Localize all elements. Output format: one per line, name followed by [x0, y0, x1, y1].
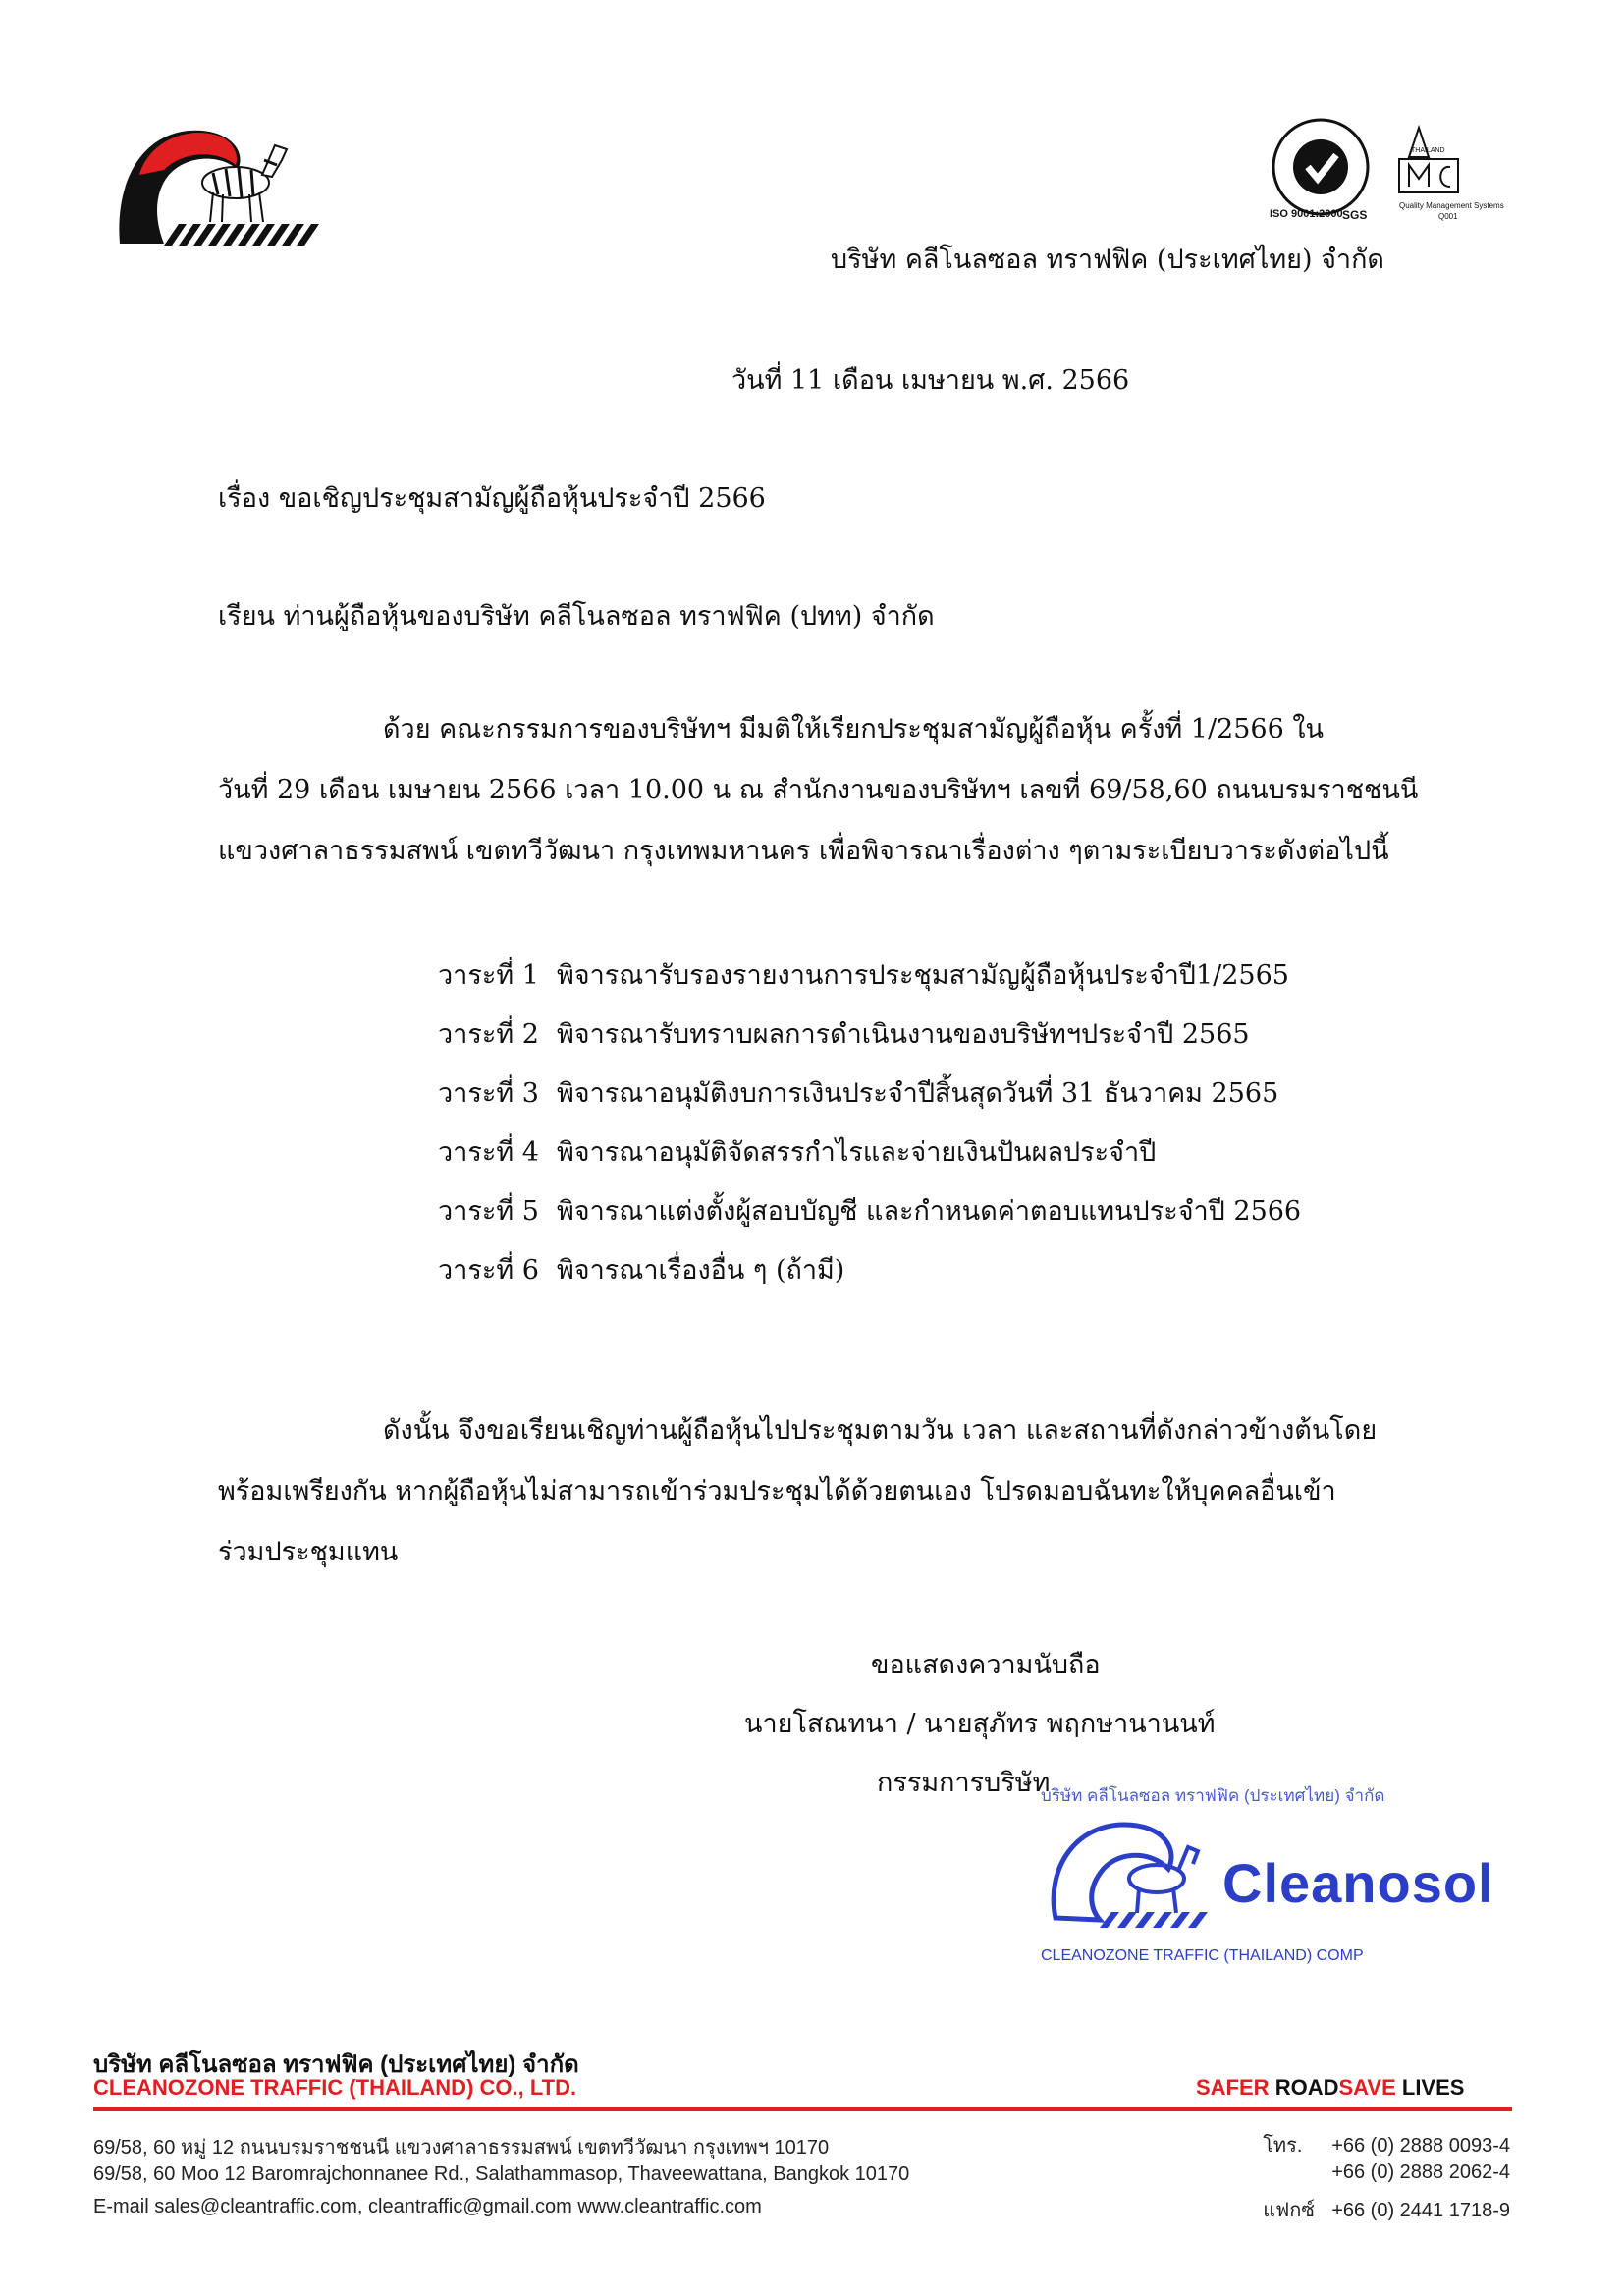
agenda-text: พิจารณาอนุมัติงบการเงินประจำปีสิ้นสุดวันที่ 31 ธันวาคม 2565	[557, 1078, 1279, 1109]
letter-recipient: เรียน ท่านผู้ถือหุ้นของบริษัท คลีโนลซอล ทราฟฟิค (ปทท) จำกัด	[218, 601, 935, 631]
tel-number: +66 (0) 2888 0093-4	[1331, 2135, 1510, 2157]
agenda-text: พิจารณาอนุมัติจัดสรรกำไรและจ่ายเงินปันผลประจำปี	[557, 1137, 1157, 1168]
tel-label: โทร.	[1263, 2135, 1303, 2157]
cert-note: Quality Management Systems	[1399, 201, 1504, 210]
agenda-item	[438, 947, 1301, 1006]
body-line: ด้วย คณะกรรมการของบริษัทฯ มีมติให้เรียกประชุมสามัญผู้ถือหุ้น ครั้งที่ 1/2566 ใน	[383, 714, 1324, 744]
stamp-seal-icon	[1041, 1810, 1237, 1938]
tel-number: +66 (0) 2888 2062-4	[1331, 2161, 1510, 2183]
cert-code: Q001	[1438, 212, 1458, 221]
body-line: แขวงศาลาธรรมสพน์ เขตทวีวัฒนา กรุงเทพมหานคร เพื่อพิจารณาเรื่องต่าง ๆตามระเบียบวาระดังต่อไปนี้	[218, 836, 1389, 866]
letter-date: วันที่ 11 เดือน เมษายน พ.ศ. 2566	[731, 365, 1130, 396]
footer-company-th: บริษัท คลีโนลซอล ทราฟฟิค (ประเทศไทย) จำกัด	[93, 2051, 579, 2078]
agenda-list	[438, 947, 1301, 1300]
sgs-label: SGS	[1342, 208, 1368, 222]
company-logo	[110, 116, 336, 263]
agenda-text: พิจารณารับทราบผลการดำเนินงานของบริษัทฯประจำปี 2565	[557, 1019, 1250, 1050]
slogan-word: ROAD	[1274, 2075, 1339, 2100]
certification-marks	[1262, 108, 1527, 231]
footer-tel-1	[1206, 2129, 1510, 2160]
signer-role: กรรมการบริษัท	[877, 1768, 1051, 1798]
footer-slogan	[1196, 2075, 1464, 2101]
agenda-text: พิจารณารับรองรายงานการประชุมสามัญผู้ถือหุ้นประจำปี1/2565	[557, 960, 1289, 991]
closing-line: พร้อมเพรียงกัน หากผู้ถือหุ้นไม่สามารถเข้าร่วมประชุมได้ด้วยตนเอง โปรดมอบฉันทะให้บุคคลอื่นเข้า	[218, 1476, 1336, 1506]
footer-address-en: 69/58, 60 Moo 12 Baromrajchonnanee Rd., Salathammasop, Thaveewattana, Bangkok 10170	[93, 2163, 910, 2185]
company-name: บริษัท คลีโนลซอล ทราฟฟิค (ประเทศไทย) จำกัด	[831, 245, 1384, 275]
slogan-word: LIVES	[1401, 2075, 1465, 2100]
slogan-word: SAFER	[1196, 2075, 1270, 2100]
agenda-text: พิจารณาเรื่องอื่น ๆ (ถ้ามี)	[557, 1255, 845, 1285]
regards: ขอแสดงความนับถือ	[871, 1650, 1101, 1680]
closing-paragraph	[218, 1400, 1455, 1583]
signer-name: นายโสณทนา / นายสุภัทร พฤกษานานนท์	[744, 1709, 1216, 1739]
letter-subject: เรื่อง ขอเชิญประชุมสามัญผู้ถือหุ้นประจำปี 2566	[218, 483, 766, 514]
agenda-number: วาระที่ 6	[438, 1255, 539, 1285]
agenda-item	[438, 1123, 1301, 1182]
agenda-number: วาระที่ 4	[438, 1137, 539, 1168]
company-stamp	[1011, 1782, 1522, 1969]
fax-label: แฟกซ์	[1263, 2200, 1315, 2221]
stamp-top-text: บริษัท คลีโนลซอล ทราฟฟิค (ประเทศไทย) จำกัด	[1041, 1786, 1385, 1805]
agenda-number: วาระที่ 5	[438, 1196, 539, 1227]
stamp-bottom-text: CLEANOZONE TRAFFIC (THAILAND) COMP	[1041, 1947, 1364, 1964]
agenda-number: วาระที่ 2	[438, 1019, 539, 1050]
slogan-word: SAVE	[1338, 2075, 1396, 2100]
footer-address-th: 69/58, 60 หมู่ 12 ถนนบรมราชชนนี แขวงศาลาธรรมสพน์ เขตทวีวัฒนา กรุงเทพฯ 10170	[93, 2137, 830, 2159]
agenda-item	[438, 1006, 1301, 1065]
closing-line: ร่วมประชุมแทน	[218, 1537, 399, 1567]
agenda-item	[438, 1241, 1301, 1300]
agenda-item	[438, 1182, 1301, 1241]
body-line: วันที่ 29 เดือน เมษายน 2566 เวลา 10.00 น ณ สำนักงานของบริษัทฯ เลขที่ 69/58,60 ถนนบรมราชชนนี	[218, 775, 1419, 805]
footer-tel-2	[1206, 2161, 1510, 2184]
agenda-text: พิจารณาแต่งตั้งผู้สอบบัญชี และกำหนดค่าตอบแทนประจำปี 2566	[557, 1196, 1302, 1227]
agenda-number: วาระที่ 1	[438, 960, 539, 991]
closing-line: ดังนั้น จึงขอเรียนเชิญท่านผู้ถือหุ้นไปประชุมตามวัน เวลา และสถานที่ดังกล่าวข้างต้นโดย	[383, 1415, 1378, 1446]
body-paragraph	[218, 699, 1455, 882]
agenda-number: วาระที่ 3	[438, 1078, 539, 1109]
zebra-logo-icon	[110, 116, 336, 263]
fax-number: +66 (0) 2441 1718-9	[1331, 2200, 1510, 2221]
footer-company-en: CLEANOZONE TRAFFIC (THAILAND) CO., LTD.	[93, 2075, 577, 2100]
footer-contact: E-mail sales@cleantraffic.com, cleantraffic@gmail.com www.cleantraffic.com	[93, 2196, 762, 2217]
stamp-brand: Cleanosol	[1222, 1852, 1494, 1914]
agenda-item	[438, 1065, 1301, 1123]
thailand-label: THAILAND	[1411, 147, 1445, 154]
footer-divider	[93, 2107, 1512, 2111]
iso-label: ISO 9001:2000	[1270, 208, 1343, 220]
footer-fax	[1206, 2194, 1510, 2225]
